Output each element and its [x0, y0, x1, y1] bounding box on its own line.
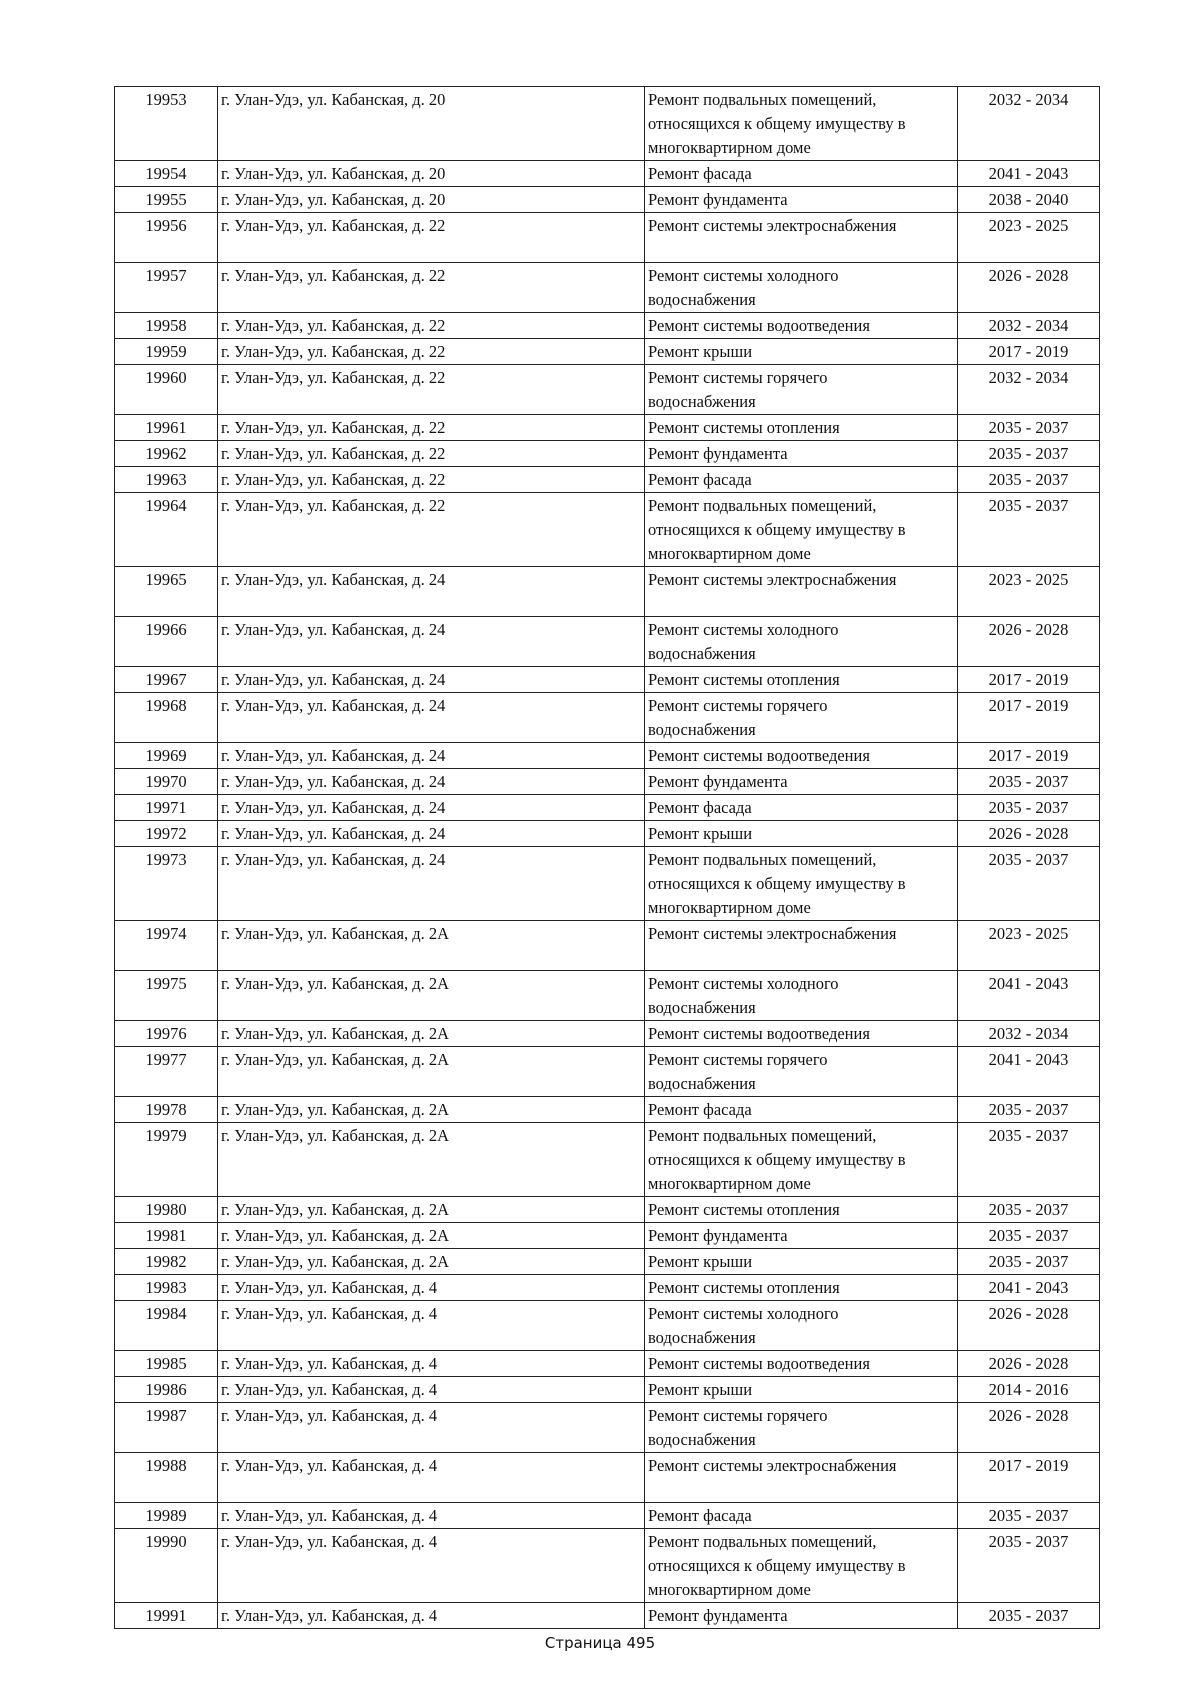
table-row — [115, 467, 1100, 493]
table-row — [115, 415, 1100, 441]
table-row — [115, 847, 1100, 921]
work-type-cell: Ремонт фундамента — [645, 1603, 958, 1629]
period-cell: 2017 - 2019 — [958, 1453, 1100, 1503]
work-type-cell: Ремонт подвальных помещений, относящихся к общему имуществу в многоквартирном доме — [645, 87, 958, 161]
period-cell: 2035 - 2037 — [958, 769, 1100, 795]
work-type-cell: Ремонт системы электроснабжения — [645, 213, 958, 263]
work-type-cell: Ремонт системы водоотведения — [645, 743, 958, 769]
row-number-cell: 19972 — [115, 821, 218, 847]
period-cell: 2035 - 2037 — [958, 493, 1100, 567]
period-cell: 2017 - 2019 — [958, 693, 1100, 743]
address-cell: г. Улан-Удэ, ул. Кабанская, д. 22 — [218, 467, 645, 493]
table-row — [115, 1403, 1100, 1453]
row-number-cell: 19958 — [115, 313, 218, 339]
table-row — [115, 921, 1100, 971]
row-number-cell: 19971 — [115, 795, 218, 821]
table-row — [115, 1249, 1100, 1275]
row-number-cell: 19968 — [115, 693, 218, 743]
work-type-cell: Ремонт системы горячего водоснабжения — [645, 365, 958, 415]
repair-schedule-table — [114, 86, 1100, 1629]
table-row — [115, 365, 1100, 415]
table-row — [115, 1197, 1100, 1223]
period-cell: 2035 - 2037 — [958, 1197, 1100, 1223]
period-cell: 2041 - 2043 — [958, 161, 1100, 187]
period-cell: 2017 - 2019 — [958, 667, 1100, 693]
row-number-cell: 19964 — [115, 493, 218, 567]
row-number-cell: 19976 — [115, 1021, 218, 1047]
row-number-cell: 19953 — [115, 87, 218, 161]
address-cell: г. Улан-Удэ, ул. Кабанская, д. 2А — [218, 1047, 645, 1097]
address-cell: г. Улан-Удэ, ул. Кабанская, д. 4 — [218, 1529, 645, 1603]
table-row — [115, 1453, 1100, 1503]
row-number-cell: 19954 — [115, 161, 218, 187]
work-type-cell: Ремонт системы электроснабжения — [645, 1453, 958, 1503]
address-cell: г. Улан-Удэ, ул. Кабанская, д. 2А — [218, 1097, 645, 1123]
period-cell: 2035 - 2037 — [958, 467, 1100, 493]
address-cell: г. Улан-Удэ, ул. Кабанская, д. 24 — [218, 847, 645, 921]
work-type-cell: Ремонт фасада — [645, 1097, 958, 1123]
address-cell: г. Улан-Удэ, ул. Кабанская, д. 2А — [218, 1223, 645, 1249]
row-number-cell: 19973 — [115, 847, 218, 921]
row-number-cell: 19957 — [115, 263, 218, 313]
period-cell: 2041 - 2043 — [958, 1047, 1100, 1097]
address-cell: г. Улан-Удэ, ул. Кабанская, д. 22 — [218, 263, 645, 313]
period-cell: 2035 - 2037 — [958, 1603, 1100, 1629]
row-number-cell: 19983 — [115, 1275, 218, 1301]
address-cell: г. Улан-Удэ, ул. Кабанская, д. 22 — [218, 441, 645, 467]
table-row — [115, 1301, 1100, 1351]
period-cell: 2023 - 2025 — [958, 213, 1100, 263]
work-type-cell: Ремонт фундамента — [645, 769, 958, 795]
table-row — [115, 821, 1100, 847]
table-row — [115, 743, 1100, 769]
work-type-cell: Ремонт системы отопления — [645, 1275, 958, 1301]
row-number-cell: 19977 — [115, 1047, 218, 1097]
row-number-cell: 19988 — [115, 1453, 218, 1503]
table-row — [115, 339, 1100, 365]
row-number-cell: 19982 — [115, 1249, 218, 1275]
table-row — [115, 769, 1100, 795]
row-number-cell: 19969 — [115, 743, 218, 769]
period-cell: 2032 - 2034 — [958, 365, 1100, 415]
table-body — [115, 87, 1100, 1629]
work-type-cell: Ремонт фундамента — [645, 441, 958, 467]
period-cell: 2041 - 2043 — [958, 1275, 1100, 1301]
address-cell: г. Улан-Удэ, ул. Кабанская, д. 22 — [218, 365, 645, 415]
address-cell: г. Улан-Удэ, ул. Кабанская, д. 24 — [218, 667, 645, 693]
work-type-cell: Ремонт подвальных помещений, относящихся к общему имуществу в многоквартирном доме — [645, 493, 958, 567]
work-type-cell: Ремонт подвальных помещений, относящихся к общему имуществу в многоквартирном доме — [645, 1529, 958, 1603]
period-cell: 2032 - 2034 — [958, 313, 1100, 339]
work-type-cell: Ремонт крыши — [645, 1377, 958, 1403]
table-row — [115, 567, 1100, 617]
address-cell: г. Улан-Удэ, ул. Кабанская, д. 24 — [218, 693, 645, 743]
period-cell: 2035 - 2037 — [958, 847, 1100, 921]
period-cell: 2032 - 2034 — [958, 87, 1100, 161]
row-number-cell: 19979 — [115, 1123, 218, 1197]
table-row — [115, 1097, 1100, 1123]
period-cell: 2026 - 2028 — [958, 263, 1100, 313]
row-number-cell: 19984 — [115, 1301, 218, 1351]
work-type-cell: Ремонт системы холодного водоснабжения — [645, 617, 958, 667]
table-row — [115, 795, 1100, 821]
address-cell: г. Улан-Удэ, ул. Кабанская, д. 4 — [218, 1377, 645, 1403]
address-cell: г. Улан-Удэ, ул. Кабанская, д. 4 — [218, 1403, 645, 1453]
address-cell: г. Улан-Удэ, ул. Кабанская, д. 20 — [218, 161, 645, 187]
table-row — [115, 1377, 1100, 1403]
row-number-cell: 19967 — [115, 667, 218, 693]
address-cell: г. Улан-Удэ, ул. Кабанская, д. 2А — [218, 1123, 645, 1197]
period-cell: 2014 - 2016 — [958, 1377, 1100, 1403]
row-number-cell: 19962 — [115, 441, 218, 467]
period-cell: 2023 - 2025 — [958, 921, 1100, 971]
address-cell: г. Улан-Удэ, ул. Кабанская, д. 24 — [218, 567, 645, 617]
period-cell: 2035 - 2037 — [958, 1529, 1100, 1603]
row-number-cell: 19991 — [115, 1603, 218, 1629]
row-number-cell: 19978 — [115, 1097, 218, 1123]
work-type-cell: Ремонт системы холодного водоснабжения — [645, 971, 958, 1021]
row-number-cell: 19960 — [115, 365, 218, 415]
row-number-cell: 19989 — [115, 1503, 218, 1529]
address-cell: г. Улан-Удэ, ул. Кабанская, д. 24 — [218, 769, 645, 795]
row-number-cell: 19975 — [115, 971, 218, 1021]
address-cell: г. Улан-Удэ, ул. Кабанская, д. 20 — [218, 187, 645, 213]
row-number-cell: 19981 — [115, 1223, 218, 1249]
table-row — [115, 1503, 1100, 1529]
table-row — [115, 667, 1100, 693]
address-cell: г. Улан-Удэ, ул. Кабанская, д. 24 — [218, 795, 645, 821]
address-cell: г. Улан-Удэ, ул. Кабанская, д. 24 — [218, 743, 645, 769]
period-cell: 2017 - 2019 — [958, 743, 1100, 769]
row-number-cell: 19970 — [115, 769, 218, 795]
work-type-cell: Ремонт фасада — [645, 467, 958, 493]
work-type-cell: Ремонт подвальных помещений, относящихся к общему имуществу в многоквартирном доме — [645, 847, 958, 921]
table-row — [115, 1047, 1100, 1097]
address-cell: г. Улан-Удэ, ул. Кабанская, д. 2А — [218, 1021, 645, 1047]
work-type-cell: Ремонт системы водоотведения — [645, 1021, 958, 1047]
address-cell: г. Улан-Удэ, ул. Кабанская, д. 2А — [218, 921, 645, 971]
table-row — [115, 1351, 1100, 1377]
work-type-cell: Ремонт крыши — [645, 821, 958, 847]
period-cell: 2026 - 2028 — [958, 1301, 1100, 1351]
work-type-cell: Ремонт системы холодного водоснабжения — [645, 263, 958, 313]
row-number-cell: 19985 — [115, 1351, 218, 1377]
address-cell: г. Улан-Удэ, ул. Кабанская, д. 2А — [218, 971, 645, 1021]
address-cell: г. Улан-Удэ, ул. Кабанская, д. 24 — [218, 821, 645, 847]
address-cell: г. Улан-Удэ, ул. Кабанская, д. 22 — [218, 213, 645, 263]
row-number-cell: 19990 — [115, 1529, 218, 1603]
address-cell: г. Улан-Удэ, ул. Кабанская, д. 22 — [218, 313, 645, 339]
row-number-cell: 19955 — [115, 187, 218, 213]
work-type-cell: Ремонт системы отопления — [645, 1197, 958, 1223]
work-type-cell: Ремонт системы водоотведения — [645, 313, 958, 339]
work-type-cell: Ремонт системы электроснабжения — [645, 567, 958, 617]
address-cell: г. Улан-Удэ, ул. Кабанская, д. 24 — [218, 617, 645, 667]
work-type-cell: Ремонт системы отопления — [645, 415, 958, 441]
row-number-cell: 19974 — [115, 921, 218, 971]
work-type-cell: Ремонт фундамента — [645, 1223, 958, 1249]
table-row — [115, 1529, 1100, 1603]
period-cell: 2023 - 2025 — [958, 567, 1100, 617]
table-row — [115, 693, 1100, 743]
row-number-cell: 19986 — [115, 1377, 218, 1403]
page-number: Страница 495 — [544, 1634, 656, 1652]
row-number-cell: 19963 — [115, 467, 218, 493]
address-cell: г. Улан-Удэ, ул. Кабанская, д. 4 — [218, 1301, 645, 1351]
address-cell: г. Улан-Удэ, ул. Кабанская, д. 4 — [218, 1503, 645, 1529]
table-row — [115, 1275, 1100, 1301]
work-type-cell: Ремонт системы горячего водоснабжения — [645, 693, 958, 743]
row-number-cell: 19959 — [115, 339, 218, 365]
period-cell: 2035 - 2037 — [958, 1249, 1100, 1275]
period-cell: 2035 - 2037 — [958, 1223, 1100, 1249]
table-row — [115, 1603, 1100, 1629]
table-row — [115, 1021, 1100, 1047]
table-row — [115, 213, 1100, 263]
table-row — [115, 441, 1100, 467]
row-number-cell: 19965 — [115, 567, 218, 617]
work-type-cell: Ремонт фасада — [645, 795, 958, 821]
period-cell: 2035 - 2037 — [958, 441, 1100, 467]
period-cell: 2026 - 2028 — [958, 617, 1100, 667]
period-cell: 2026 - 2028 — [958, 1351, 1100, 1377]
address-cell: г. Улан-Удэ, ул. Кабанская, д. 4 — [218, 1603, 645, 1629]
address-cell: г. Улан-Удэ, ул. Кабанская, д. 4 — [218, 1453, 645, 1503]
work-type-cell: Ремонт крыши — [645, 339, 958, 365]
work-type-cell: Ремонт системы электроснабжения — [645, 921, 958, 971]
row-number-cell: 19980 — [115, 1197, 218, 1223]
table-row — [115, 1123, 1100, 1197]
table-row — [115, 313, 1100, 339]
row-number-cell: 19987 — [115, 1403, 218, 1453]
work-type-cell: Ремонт подвальных помещений, относящихся к общему имуществу в многоквартирном доме — [645, 1123, 958, 1197]
table-row — [115, 263, 1100, 313]
table-row — [115, 161, 1100, 187]
address-cell: г. Улан-Удэ, ул. Кабанская, д. 22 — [218, 339, 645, 365]
period-cell: 2026 - 2028 — [958, 1403, 1100, 1453]
work-type-cell: Ремонт системы холодного водоснабжения — [645, 1301, 958, 1351]
table-row — [115, 617, 1100, 667]
period-cell: 2017 - 2019 — [958, 339, 1100, 365]
period-cell: 2035 - 2037 — [958, 795, 1100, 821]
work-type-cell: Ремонт фасада — [645, 161, 958, 187]
work-type-cell: Ремонт системы горячего водоснабжения — [645, 1403, 958, 1453]
period-cell: 2032 - 2034 — [958, 1021, 1100, 1047]
period-cell: 2035 - 2037 — [958, 1097, 1100, 1123]
address-cell: г. Улан-Удэ, ул. Кабанская, д. 2А — [218, 1197, 645, 1223]
period-cell: 2035 - 2037 — [958, 1123, 1100, 1197]
table-row — [115, 1223, 1100, 1249]
table-row — [115, 187, 1100, 213]
address-cell: г. Улан-Удэ, ул. Кабанская, д. 22 — [218, 493, 645, 567]
address-cell: г. Улан-Удэ, ул. Кабанская, д. 4 — [218, 1351, 645, 1377]
row-number-cell: 19966 — [115, 617, 218, 667]
period-cell: 2035 - 2037 — [958, 415, 1100, 441]
table-row — [115, 493, 1100, 567]
period-cell: 2035 - 2037 — [958, 1503, 1100, 1529]
work-type-cell: Ремонт фасада — [645, 1503, 958, 1529]
table-row — [115, 87, 1100, 161]
table-row — [115, 971, 1100, 1021]
row-number-cell: 19956 — [115, 213, 218, 263]
work-type-cell: Ремонт системы горячего водоснабжения — [645, 1047, 958, 1097]
period-cell: 2038 - 2040 — [958, 187, 1100, 213]
period-cell: 2041 - 2043 — [958, 971, 1100, 1021]
address-cell: г. Улан-Удэ, ул. Кабанская, д. 4 — [218, 1275, 645, 1301]
work-type-cell: Ремонт системы водоотведения — [645, 1351, 958, 1377]
address-cell: г. Улан-Удэ, ул. Кабанская, д. 2А — [218, 1249, 645, 1275]
work-type-cell: Ремонт фундамента — [645, 187, 958, 213]
address-cell: г. Улан-Удэ, ул. Кабанская, д. 22 — [218, 415, 645, 441]
work-type-cell: Ремонт крыши — [645, 1249, 958, 1275]
address-cell: г. Улан-Удэ, ул. Кабанская, д. 20 — [218, 87, 645, 161]
period-cell: 2026 - 2028 — [958, 821, 1100, 847]
work-type-cell: Ремонт системы отопления — [645, 667, 958, 693]
row-number-cell: 19961 — [115, 415, 218, 441]
